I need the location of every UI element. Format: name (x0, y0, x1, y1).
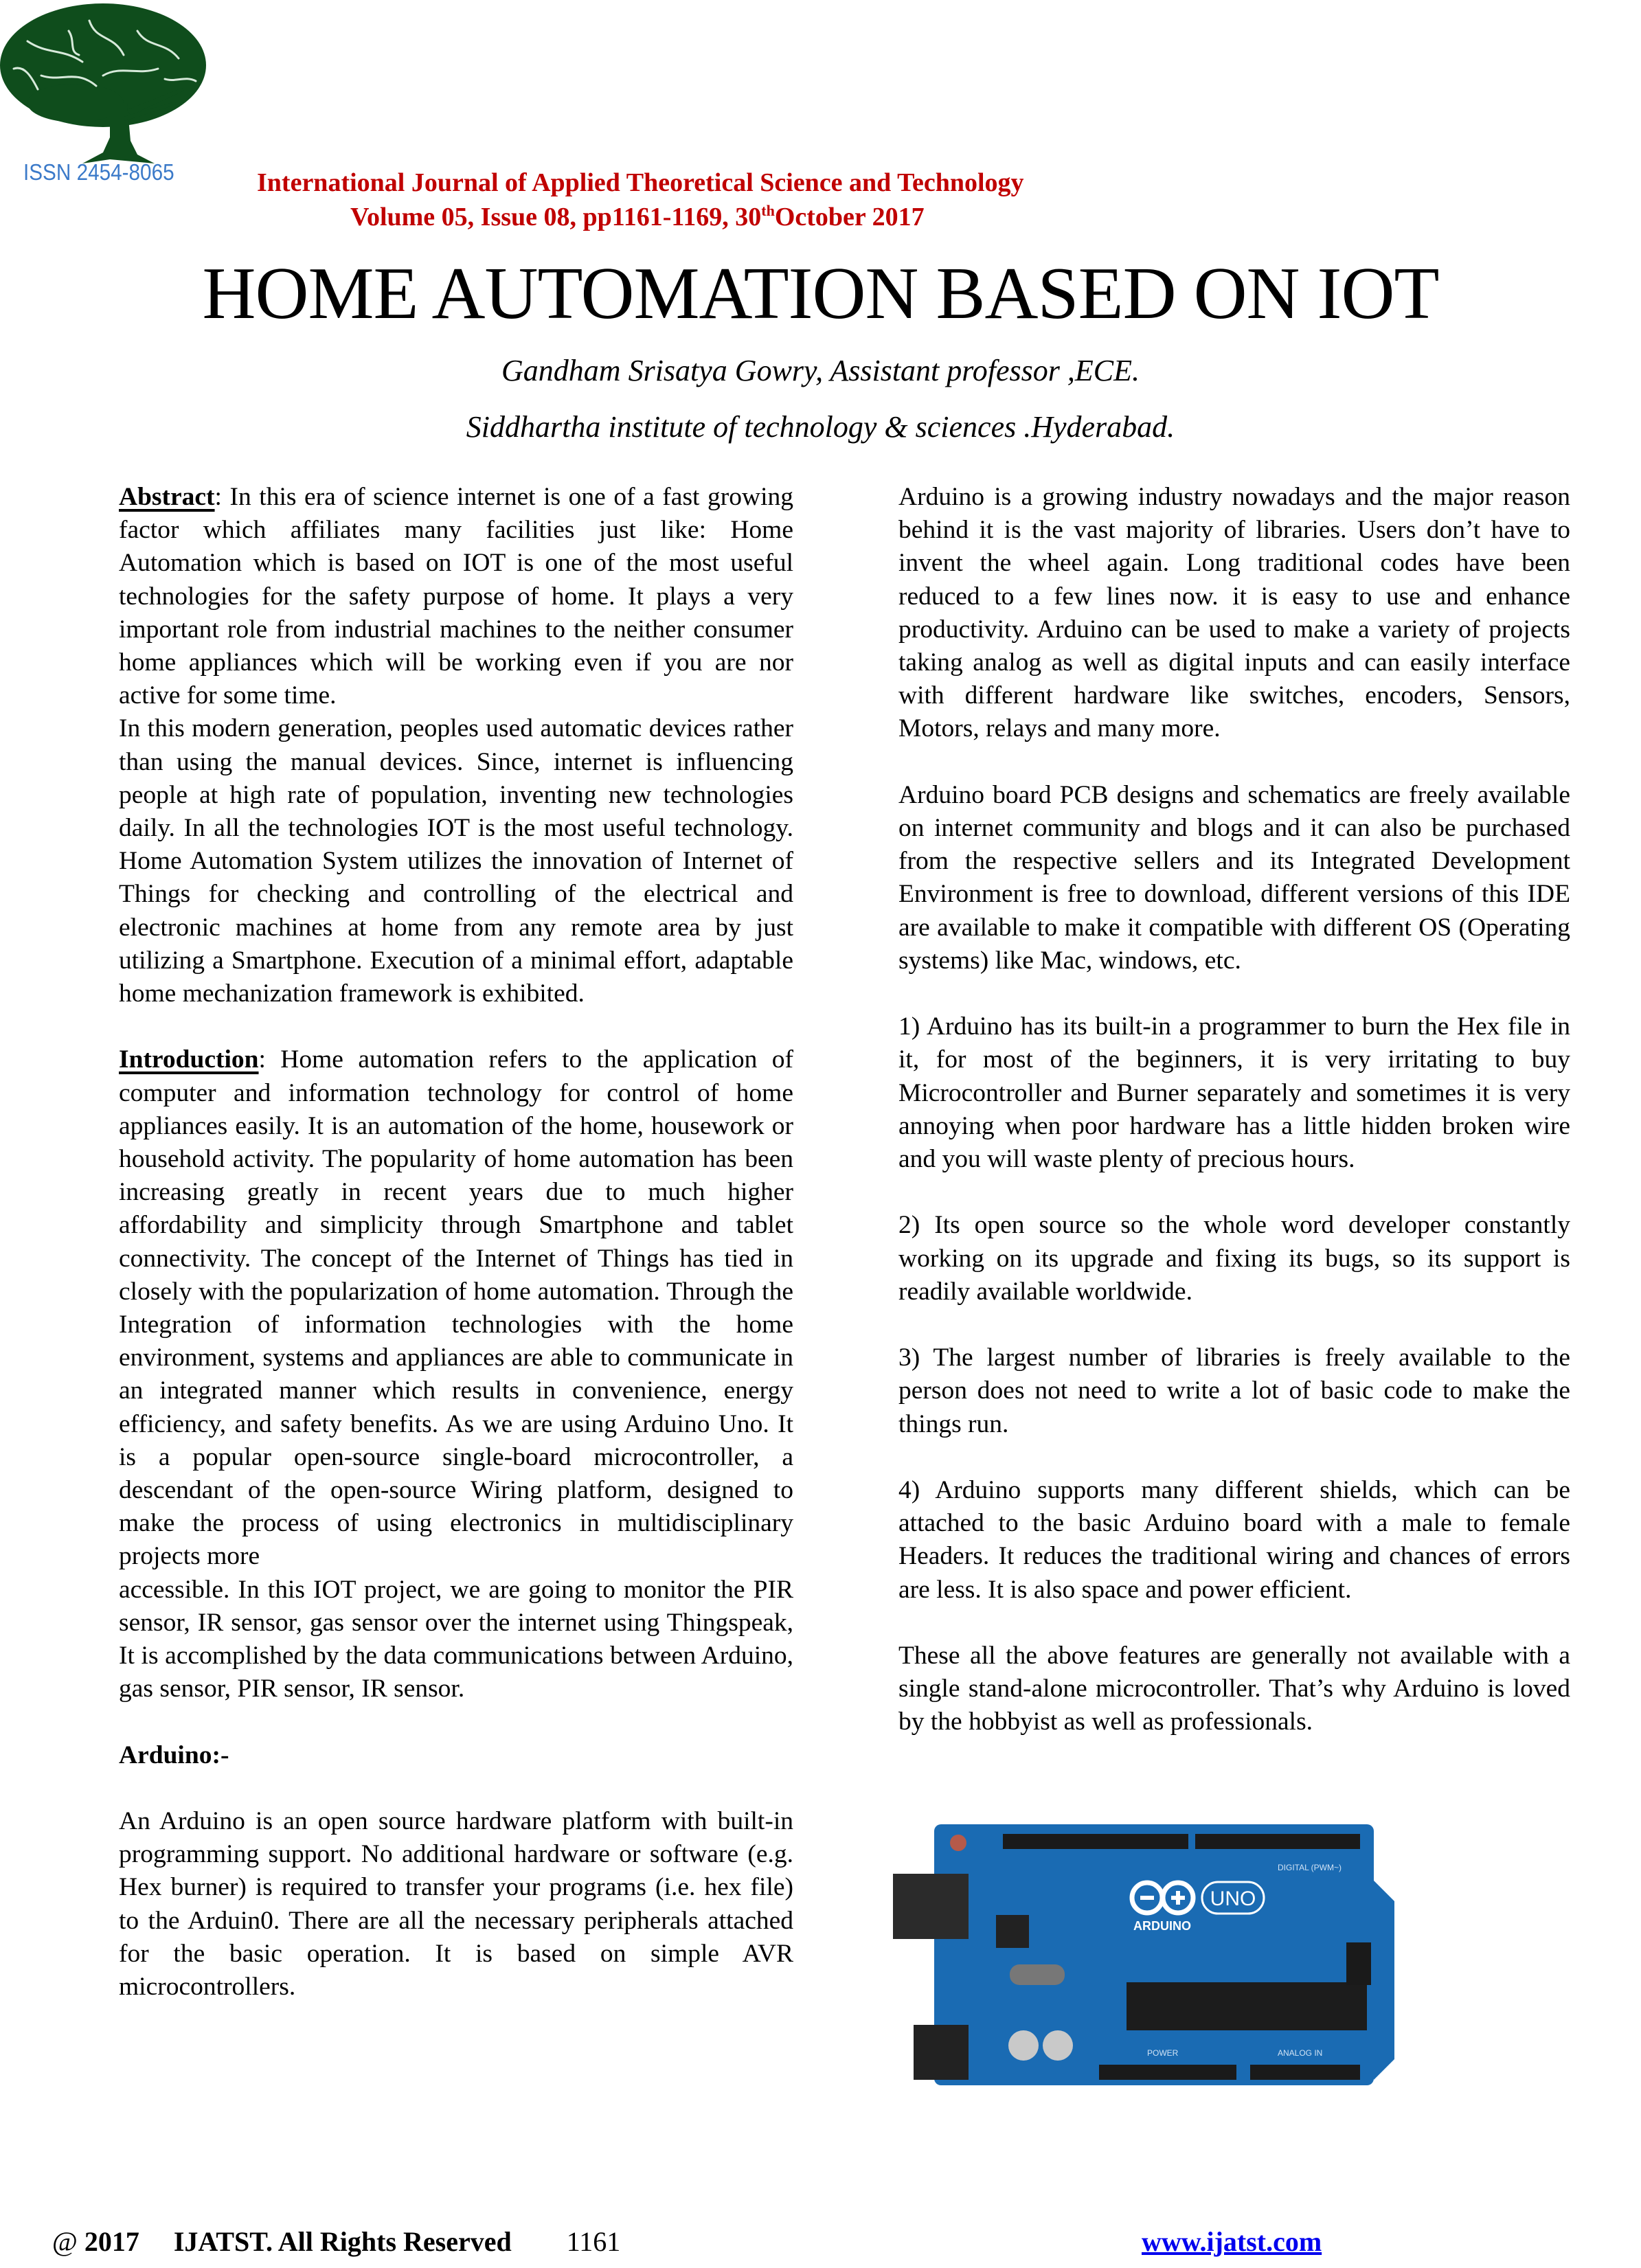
footer-rights: IJATST. All Rights Reserved (173, 2226, 512, 2257)
analog-pins-label: ANALOG IN (1278, 2048, 1323, 2058)
publication-date: October 2017 (774, 203, 925, 231)
feature-item-2: 2) Its open source so the whole word developer constantly working on its upgrade and fixing its bugs, so its support is readily available worldwide. (898, 1211, 1570, 1306)
footer-at: @ (52, 2226, 78, 2257)
conclusion-paragraph: These all the above features are generally not available with a single stand-alone microcontroller. That’s why Arduino is loved by the hobbyist as well as professionals. (898, 1642, 1570, 1736)
digital-pins-label: DIGITAL (PWM~) (1278, 1863, 1342, 1872)
capacitor (1008, 2030, 1039, 2061)
institute-line: Siddhartha institute of technology & sciences .Hyderabad. (466, 410, 1175, 444)
feature-item-1: 1) Arduino has its built-in a programmer to burn the Hex file in it, for most of the beginners, it is very irritating to buy Microcontroller and Burner separately and sometimes it is very annoying when poor hardware has a little hidden broken wire and you will waste plenty of precious hours. (898, 1012, 1570, 1174)
reset-button (950, 1835, 966, 1851)
feature-item-4: 4) Arduino supports many different shields, which can be attached to the basic Arduino board with a male to female Headers. It reduces the traditional wiring and chances of errors are less. It is also space and power efficient. (898, 1476, 1570, 1604)
journal-website-link[interactable]: www.ijatst.com (1142, 2226, 1322, 2257)
abstract-text: : In this era of science internet is one of a fast growing factor which affiliates many facilities just like: Home Automation which is based on IOT is one of the most useful technologies for the safety purpose of home. It plays a very important role from industrial machines to the neither consumer home appliances which will be working even if you are nor active for some time. (119, 483, 793, 710)
page-number: 1161 (566, 2226, 621, 2257)
feature-item-3: 3) The largest number of libraries is freely available to the person does not need to write a lot of basic code to make the things run. (898, 1343, 1570, 1438)
introduction-heading: Introduction (119, 1045, 259, 1074)
volume-issue-pages: Volume 05, Issue 08, pp1161-1169, 30 (350, 203, 762, 231)
date-ordinal: th (761, 202, 775, 219)
journal-volume-info (350, 202, 925, 232)
power-jack (914, 2025, 969, 2080)
power-header (1099, 2065, 1236, 2080)
introduction-paragraph (119, 1043, 793, 1573)
digital-header (1003, 1834, 1188, 1849)
footer-year: 2017 (84, 2226, 139, 2257)
abstract-paragraph (119, 481, 793, 712)
abstract-paragraph-2: In this modern generation, peoples used automatic devices rather than using the manual devices. Since, internet is influencing people at high rate of population, inventing new technologies daily. In all the technologies IOT is the most useful technology. Home Automation System utilizes the innovation of Internet of Things for checking and controlling of the electrical and electronic machines at home from any remote area by just utilizing a Smartphone. Execution of a minimal effort, adaptable home mechanization framework is exhibited. (119, 714, 793, 1008)
introduction-text: : Home automation refers to the application of computer and information technology for control of home appliances easily. It is an automation of the home, housework or household activity. The popularity of home automation has been increasing greatly in recent years due to much higher affordability and simplicity through Smartphone and tablet connectivity. The concept of the Internet of Things has tied in closely with the popularization of home automation. Through the Integration of information technologies with the home environment, systems and appliances are able to communicate in an integrated manner which results in convenience, energy efficiency, and safety benefits. As we are using Arduino Uno. It is a popular open-source single-board microcontroller, a descendant of the open-source Wiring platform, designed to make the process of using electronics in multidisciplinary projects more (119, 1045, 793, 1571)
issn-label: ISSN 2454-8065 (23, 159, 174, 185)
journal-name: International Journal of Applied Theoretical Science and Technology (257, 168, 1024, 197)
board-model-label: UNO (1210, 1887, 1256, 1910)
footer-copyright (52, 2225, 620, 2258)
left-column (119, 481, 793, 2004)
board-brand-label: ARDUINO (1133, 1919, 1191, 1933)
arduino-paragraph: An Arduino is an open source hardware platform with built-in programming support. No additional hardware or software (e.g. Hex burner) is required to transfer your programs (i.e. hex file) to the Arduin0. There are all the necessary peripherals attached for the basic operation. It is based on simple AVR microcontrollers. (119, 1807, 793, 2001)
arduino-heading: Arduino:- (119, 1740, 229, 1769)
right-column (898, 481, 1570, 1739)
arduino-pcb-paragraph: Arduino board PCB designs and schematics are freely available on internet community and blogs and it can also be purchased from the respective sellers and its Integrated Development Environment is free to download, different versions of this IDE are available to make it compatible with different OS (Operating systems) like Mac, windows, etc. (898, 780, 1570, 975)
author-line: Gandham Srisatya Gowry, Assistant professor ,ECE. (501, 354, 1140, 387)
paper-title: HOME AUTOMATION BASED ON IOT (202, 253, 1439, 334)
arduino-industry-paragraph: Arduino is a growing industry nowadays and the major reason behind it is the vast majority of libraries. Users don’t have to invent the wheel again. Long traditional codes have been reduced to a few lines now. it is easy to use and enhance productivity. Arduino can be used to make a variety of projects taking analog as well as digital inputs and can easily interface with different hardware like switches, encoders, Sensors, Motors, relays and many more. (898, 483, 1570, 743)
arduino-uno-image (893, 1819, 1415, 2094)
analog-header (1250, 2065, 1360, 2080)
microcontroller-chip (1127, 1982, 1367, 2030)
usb-connector (893, 1874, 969, 1939)
abstract-heading: Abstract (119, 483, 215, 511)
power-pins-label: POWER (1147, 2048, 1179, 2058)
introduction-paragraph-2: accessible. In this IOT project, we are going to monitor the PIR sensor, IR sensor, gas sensor over the internet using Thingspeak, It is accomplished by the data communications between Arduino, gas sensor, PIR sensor, IR sensor. (119, 1575, 793, 1703)
